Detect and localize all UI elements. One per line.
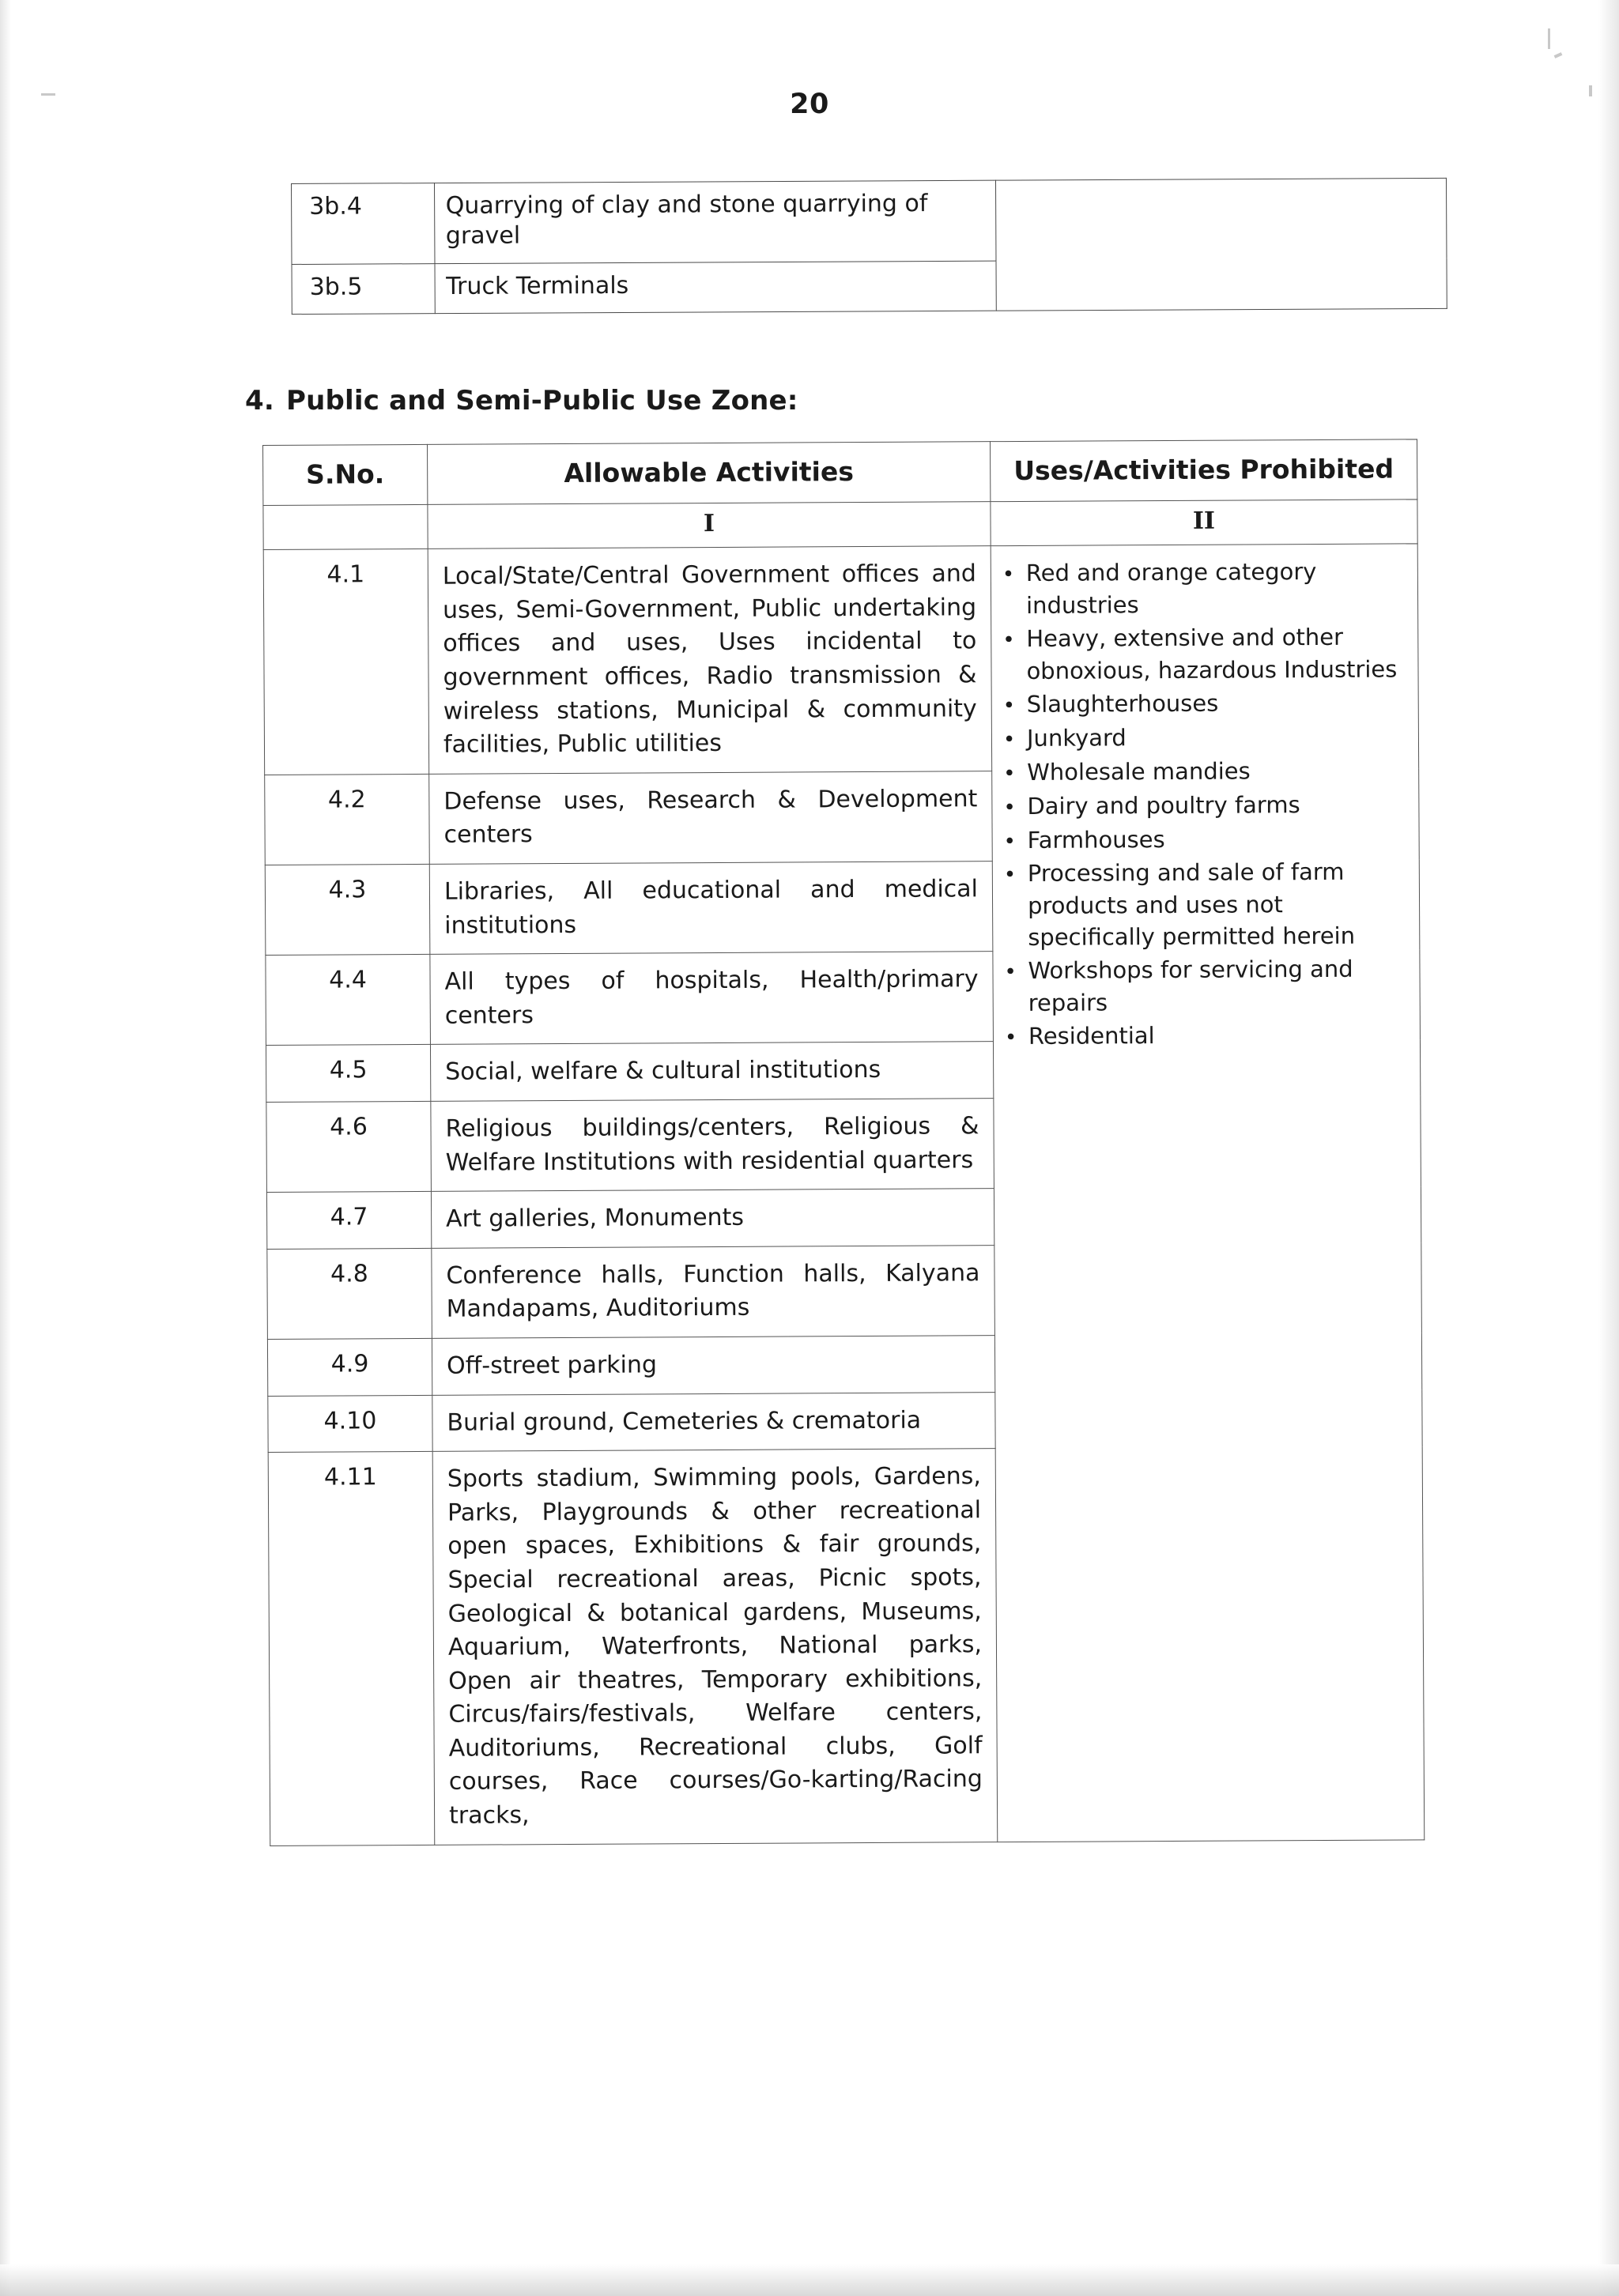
cell-sno: 4.3 xyxy=(265,864,430,955)
cell-sno: 4.6 xyxy=(266,1101,432,1192)
cell-activity: Off-street parking xyxy=(432,1336,994,1395)
cell-sno: 4.10 xyxy=(268,1395,432,1453)
cell-activity: Local/State/Central Government offices and uses, Semi-Government, Public undertaking offices and uses, Uses incidental to government offices, Radio transmission & wireless stations, Municipal & community facilities, Public utilities xyxy=(428,546,991,774)
zoning-table xyxy=(262,439,1425,1845)
list-item: • Heavy, extensive and other obnoxious, hazardous Industries xyxy=(1002,621,1410,688)
list-item: • Residential xyxy=(1005,1019,1412,1054)
section-heading xyxy=(245,385,798,417)
prohibited-list xyxy=(1002,556,1412,1054)
list-item: • Farmhouses xyxy=(1004,822,1411,857)
cell-sno: 3b.4 xyxy=(292,183,435,265)
cell-sno: 3b.5 xyxy=(292,263,435,314)
scan-edge-right xyxy=(1598,0,1619,2296)
list-item: • Junkyard xyxy=(1003,720,1410,755)
cell-activity: Burial ground, Cemeteries & crematoria xyxy=(432,1392,995,1451)
page-number: 20 xyxy=(790,89,829,120)
header-prohibited: Uses/Activities Prohibited xyxy=(990,439,1417,502)
cell-activity: Libraries, All educational and medical institutions xyxy=(429,861,993,955)
header-allowable: Allowable Activities xyxy=(427,442,990,505)
cell-sno: 4.9 xyxy=(267,1338,432,1396)
cell-prohibited xyxy=(995,178,1447,311)
scan-edge-bottom xyxy=(0,2264,1619,2296)
colnum-sno xyxy=(263,505,428,550)
cell-activity: Art galleries, Monuments xyxy=(431,1189,994,1248)
table-row xyxy=(263,544,1418,775)
cell-sno: 4.11 xyxy=(268,1452,435,1846)
scan-edge-left xyxy=(0,0,11,2296)
list-item: • Red and orange category industries xyxy=(1002,556,1410,622)
table-header-row xyxy=(263,439,1417,506)
cell-activity: Sports stadium, Swimming pools, Gardens, Parks, Playgrounds & other recreational open spaces, Exhibitions & fair grounds, Special recreational areas, Picnic spots, Geological & botanical gardens, Museums, Aquarium, Waterfronts, National parks, Open air theatres, Temporary exhibitions, Circus/fairs/festivals, Welfare centers, Auditoriums, Recreational clubs, Golf courses, Race courses/Go-karting/Racing tracks, xyxy=(432,1449,998,1845)
list-item: • Dairy and poultry farms xyxy=(1003,788,1410,823)
header-sno: S.No. xyxy=(263,444,428,505)
list-item: • Processing and sale of farm products and uses not specifically permitted herein xyxy=(1004,856,1412,954)
cell-sno: 4.2 xyxy=(265,774,430,865)
cell-activity: Social, welfare & cultural institutions xyxy=(430,1042,993,1101)
cell-activity: Quarrying of clay and stone quarrying of gravel xyxy=(434,180,996,263)
cell-prohibited xyxy=(991,544,1425,1842)
cell-sno: 4.5 xyxy=(266,1045,430,1103)
list-item: • Slaughterhouses xyxy=(1003,686,1410,721)
scan-speck xyxy=(1548,28,1550,49)
cell-sno: 4.8 xyxy=(267,1248,432,1339)
cell-activity: Truck Terminals xyxy=(435,261,997,314)
cell-activity: Defense uses, Research & Development centers xyxy=(429,771,993,864)
table-row xyxy=(292,178,1447,264)
cell-activity: Religious buildings/centers, Religious & Welfare Institutions with residential quarters xyxy=(431,1099,994,1192)
section-number: 4. xyxy=(245,385,274,417)
cell-activity: Conference halls, Function halls, Kalyana Mandapams, Auditoriums xyxy=(432,1245,995,1338)
cell-sno: 4.7 xyxy=(266,1192,431,1250)
colnum-allowable: I xyxy=(428,502,991,549)
section-title: Public and Semi-Public Use Zone: xyxy=(286,385,798,417)
cell-activity: All types of hospitals, Health/primary centers xyxy=(430,952,994,1045)
list-item: • Wholesale mandies xyxy=(1003,754,1410,789)
colnum-prohibited: II xyxy=(991,500,1417,546)
scan-speck xyxy=(1554,52,1563,58)
list-item: • Workshops for servicing and repairs xyxy=(1004,953,1411,1020)
cell-sno: 4.4 xyxy=(266,955,431,1046)
cell-sno: 4.1 xyxy=(263,549,428,775)
continuation-table xyxy=(291,178,1447,315)
table-column-number-row xyxy=(263,500,1417,550)
